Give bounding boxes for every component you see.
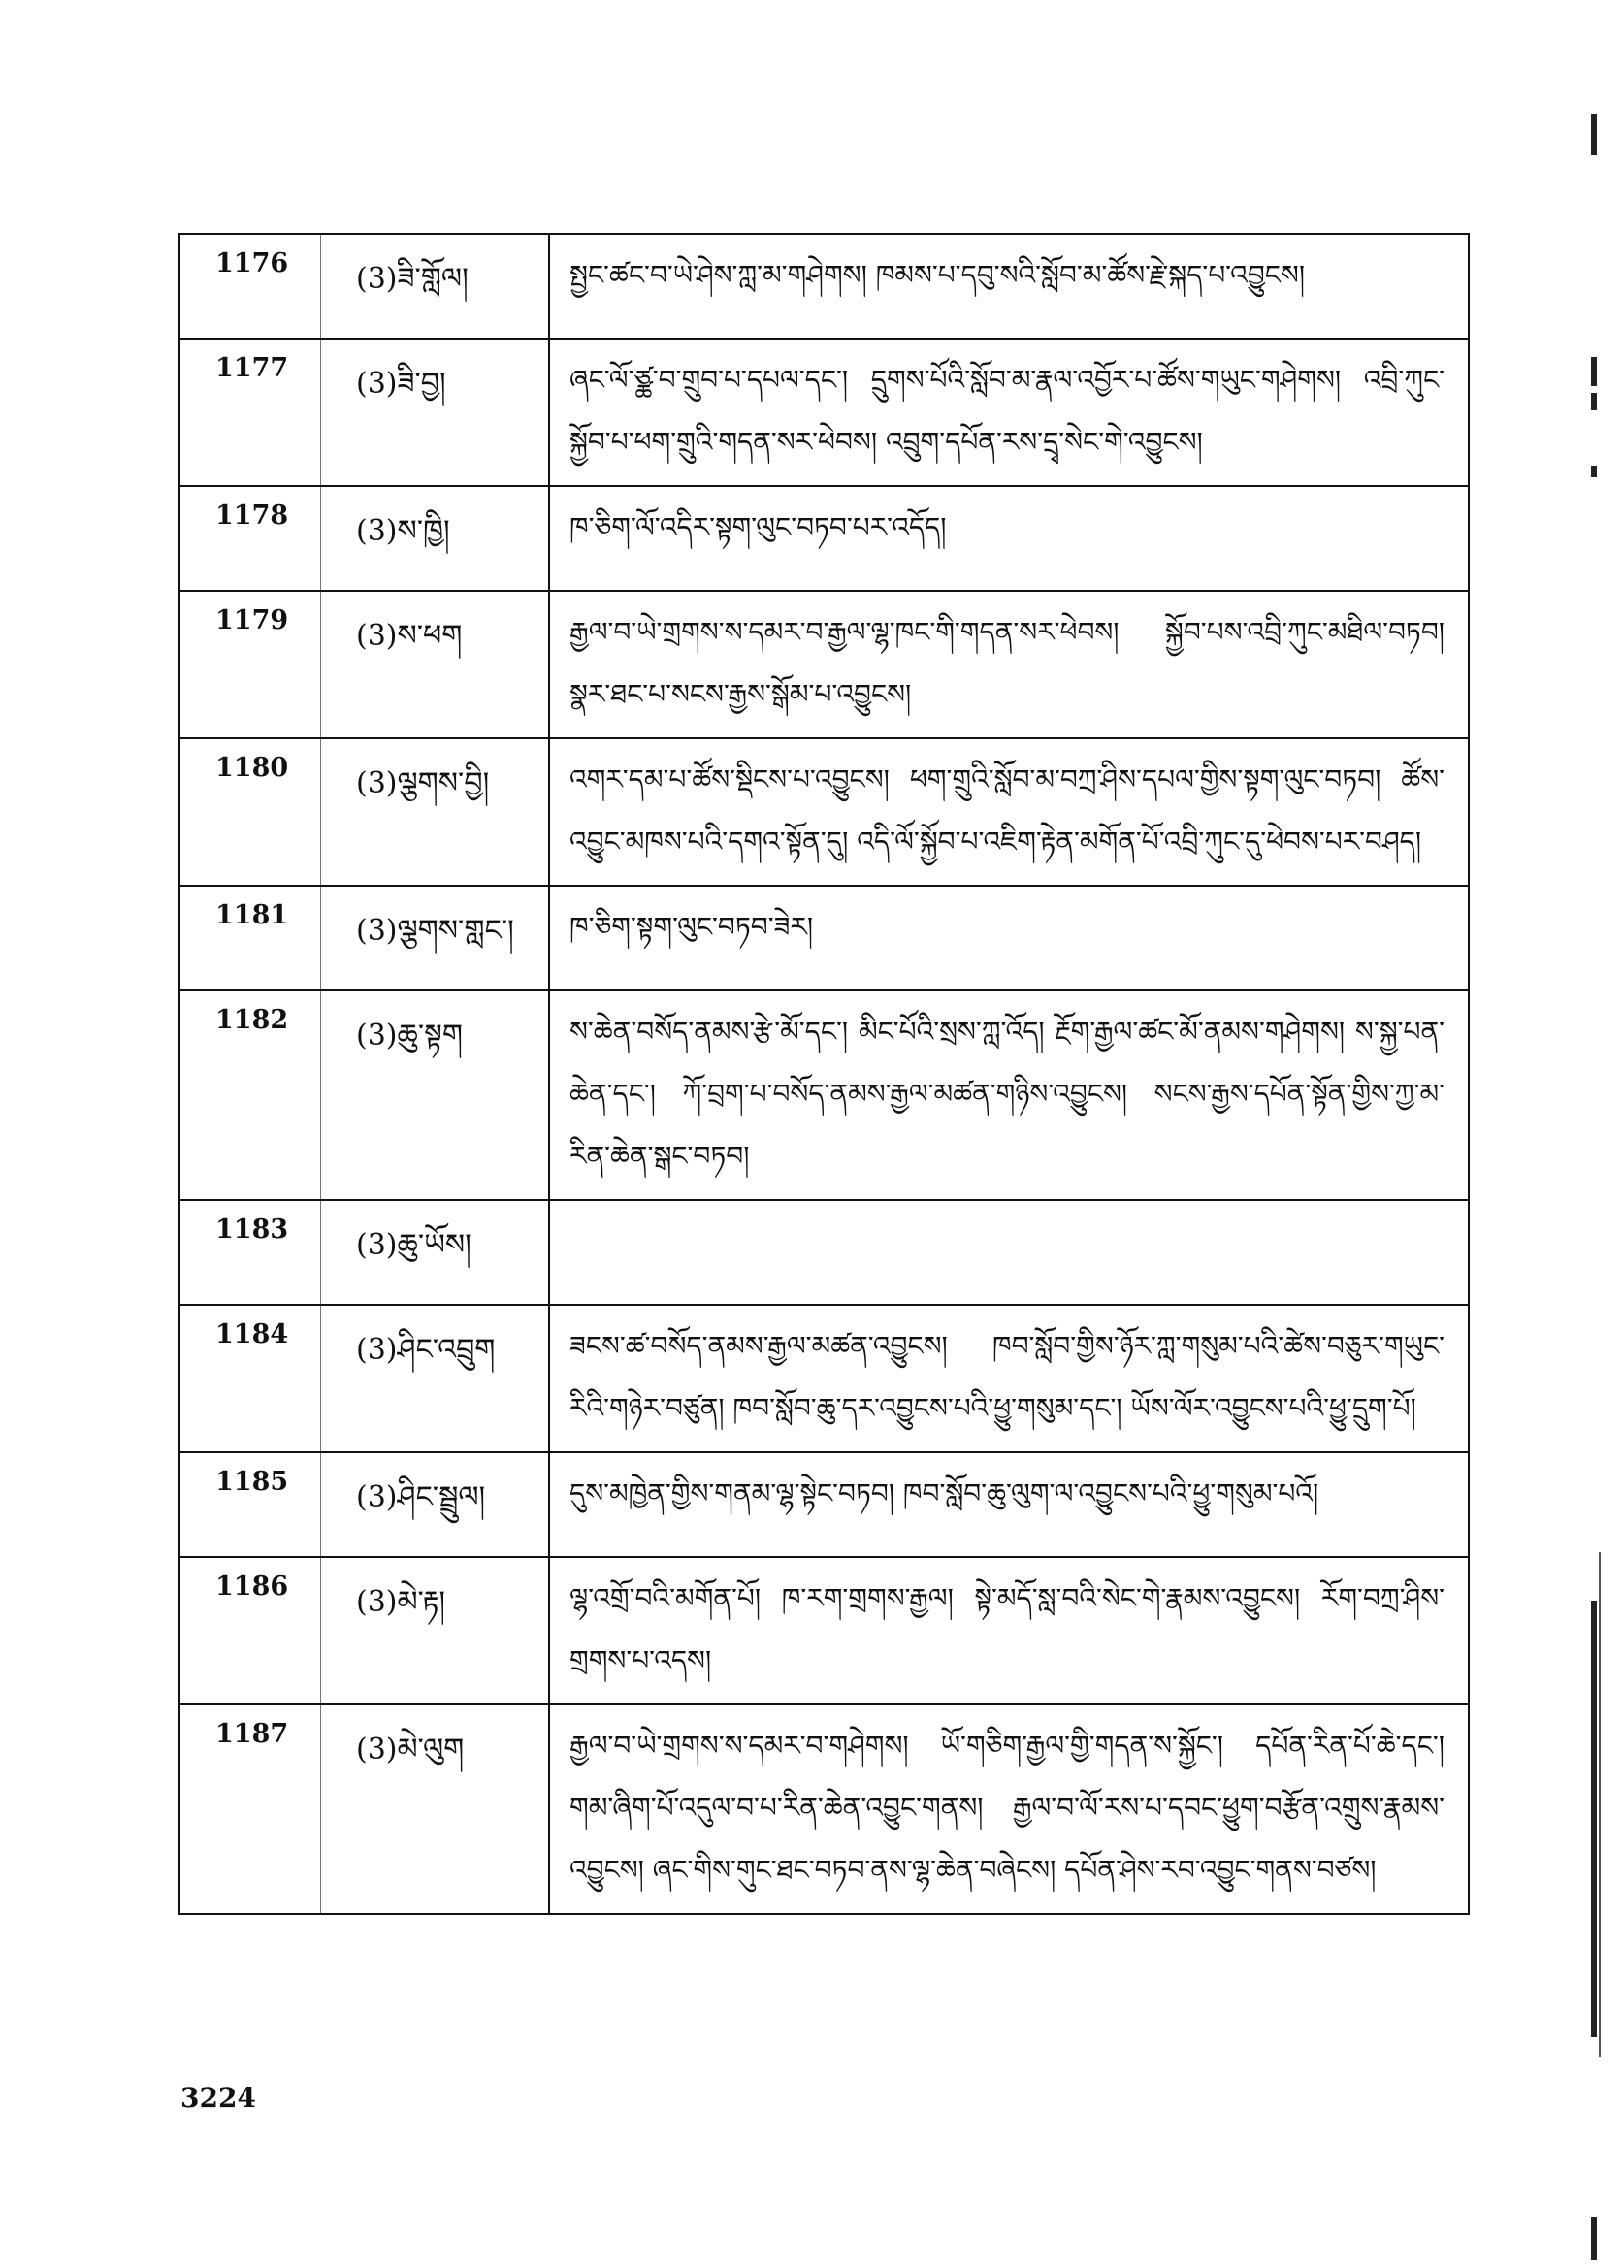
table-row xyxy=(180,887,1468,991)
year-heading: (3)ལྕགས་གླང་། xyxy=(321,887,550,989)
entry-number: 1182 xyxy=(180,991,321,1199)
table-row xyxy=(180,340,1468,487)
table-row xyxy=(180,592,1468,739)
entry-number: 1186 xyxy=(180,1558,321,1703)
year-heading: (3)ས་ཁྱི། xyxy=(321,487,550,590)
entry-number: 1183 xyxy=(180,1201,321,1304)
scan-edge-mark xyxy=(1591,114,1597,155)
table-row xyxy=(180,739,1468,887)
scan-edge-mark xyxy=(1591,393,1597,410)
page-number: 3224 xyxy=(180,2082,256,2114)
scan-edge-mark xyxy=(1591,466,1597,477)
entry-text: ལྷ་འགྲོ་བའི་མགོན་པོ། ཁ་རག་གྲགས་རྒྱལ། སྟེ་མདོ་སླ་བའི་སེང་གེ་རྣམས་འབྱུངས། རོག་བཀྲ་ཤིས་གྲགས་པ་འདས། xyxy=(569,1582,1445,1676)
entry-text: རྒྱལ་བ་ཡེ་གྲགས་ས་དམར་བ་གཤེགས། ཡོ་གཅིག་རྒྱལ་གྱི་གདན་ས་སྐྱོང་། དཔོན་རིན་པོ་ཆེ་དང་། གམ་ཞིག་པོ་འདུལ་བ་པ་རིན་ཆེན་འབྱུང་གནས། རྒྱལ་བ་ལོ་རས་པ་དབང་ཕྱུག་བརྩོན་འགྲུས་རྣམས་འབྱུངས། ཞང་གིས་གུང་ཐང་བཏབ་ནས་ལྷ་ཆེན་བཞེངས། དཔོན་ཤེས་རབ་འབྱུང་གནས་བཙས། xyxy=(569,1730,1445,1886)
entry-text: ཟངས་ཚ་བསོད་ནམས་རྒྱལ་མཚན་འབྱུངས། ཁབ་སློབ་གྱིས་ཉོར་ཀླ་གསུམ་པའི་ཚེས་བཅུར་གཡུང་རིའི་གཉེར་བཙུན། ཁབ་སློབ་ཆུ་དར་འབྱུངས་པའི་ཕྱུ་གསུམ་དང་། ཡོས་ལོར་འབྱུངས་པའི་ཕྱུ་དྲུག་པོ། xyxy=(569,1330,1445,1424)
year-heading: (3)ལྕགས་བྱི། xyxy=(321,739,550,885)
table-row xyxy=(180,1558,1468,1705)
year-heading: (3)ཤིང་སྦྲུལ། xyxy=(321,1453,550,1556)
table-row xyxy=(180,235,1468,340)
entry-text: སྤྱང་ཚང་བ་ཡེ་ཤེས་ཀླ་མ་གཤེགས། ཁམས་པ་དབུ་སའི་སློབ་མ་ཚོས་རྗེ་སྐད་པ་འབྱུངས། xyxy=(569,259,1306,291)
table-row xyxy=(180,1201,1468,1306)
year-heading: (3)ཟི་བྱ། xyxy=(321,340,550,485)
table-row xyxy=(180,1453,1468,1558)
entry-text: ས་ཆེན་བསོད་ནམས་རྩེ་མོ་དང་། མིང་པོའི་སྲས་ཀླ་འོད། རྔོག་རྒྱལ་ཚང་མོ་ནམས་གཤེགས། ས་སྐྱ་པན་ཆེན་དང་། ཀོ་བྲག་པ་བསོད་ནམས་རྒྱལ་མཚན་གཉིས་འབྱུངས། སངས་རྒྱས་དཔོན་སྟོན་གྱིས་ཀྱ་མ་རིན་ཆེན་སྒང་བཏབ། xyxy=(569,1016,1445,1172)
chronology-table xyxy=(178,233,1470,1915)
entry-number: 1177 xyxy=(180,340,321,485)
year-heading: (3)ཆུ་སྟག xyxy=(321,991,550,1199)
year-heading: (3)ས་ཕག xyxy=(321,592,550,737)
entry-number: 1179 xyxy=(180,592,321,737)
year-heading: (3)ཆུ་ཡོས། xyxy=(321,1201,550,1304)
entry-number: 1185 xyxy=(180,1453,321,1556)
year-heading: (3)མེ་རྟ། xyxy=(321,1558,550,1703)
year-heading: (3)ཟི་གློལ། xyxy=(321,235,550,338)
year-heading: (3)མེ་ལུག xyxy=(321,1705,550,1913)
entry-text: ཁ་ཅིག་ལོ་འདིར་སྟག་ལུང་བཏབ་པར་འདོད། xyxy=(569,511,947,543)
entry-text: འགར་དམ་པ་ཚོས་སྡིངས་པ་འབྱུངས། ཕག་གྲུའི་སློབ་མ་བཀྲ་ཤིས་དཔལ་གྱིས་སྟག་ལུང་བཏབ། ཚོས་འབྱུང་མཁས་པའི་དགའ་སྟོན་དུ། འདི་ལོ་སྐྱོབ་པ་འཇིག་རྟེན་མགོན་པོ་འབྲི་ཀུང་དུ་ཕེབས་པར་བཤད། xyxy=(569,763,1445,858)
entry-text: ཁ་ཅིག་སྟག་ལུང་བཏབ་ཟེར། xyxy=(569,911,814,943)
entry-number: 1176 xyxy=(180,235,321,338)
table-row xyxy=(180,487,1468,592)
table-row xyxy=(180,1705,1468,1915)
scan-edge-mark xyxy=(1591,2217,1597,2260)
table-row xyxy=(180,991,1468,1201)
table-row xyxy=(180,1306,1468,1453)
entry-number: 1180 xyxy=(180,739,321,885)
scan-edge-mark xyxy=(1591,1601,1597,2037)
scan-edge-mark xyxy=(1591,357,1597,386)
entry-text: དུས་མཁྱེན་གྱིས་གནམ་ལྷ་སྟེང་བཏབ། ཁབ་སློབ་ཆུ་ལུག་ལ་འབྱུངས་པའི་ཕྱུ་གསུམ་པའོ། xyxy=(569,1477,1319,1509)
entry-number: 1178 xyxy=(180,487,321,590)
year-heading: (3)ཤིང་འབྲུག xyxy=(321,1306,550,1451)
entry-number: 1184 xyxy=(180,1306,321,1451)
entry-text xyxy=(550,1201,1468,1304)
entry-number: 1181 xyxy=(180,887,321,989)
entry-number: 1187 xyxy=(180,1705,321,1913)
entry-text: ཞང་ལོ་ཙྪ་བ་གྲུབ་པ་དཔལ་དང་། དྲུགས་པོའི་སློབ་མ་རྣལ་འབྱོར་པ་ཚོས་གཡུང་གཤེགས། འབྲི་ཀུང་སྐྱོབ་པ་ཕག་གྲུའི་གདན་སར་ཕེབས། འབྲུག་དཔོན་རས་དྲྭ་སེང་གེ་འབྱུངས། xyxy=(569,364,1445,458)
scan-edge-mark xyxy=(1599,1552,1601,2057)
entry-text: རྒྱལ་བ་ཡེ་གྲགས་ས་དམར་བ་རྒྱལ་ལྷ་ཁང་གི་གདན་སར་ཕེབས། སྐྱོབ་པས་འབྲི་ཀུང་མཐིལ་བཏབ། སྣར་ཐང་པ་སངས་རྒྱས་སྒོམ་པ་འབྱུངས། xyxy=(569,616,1445,710)
